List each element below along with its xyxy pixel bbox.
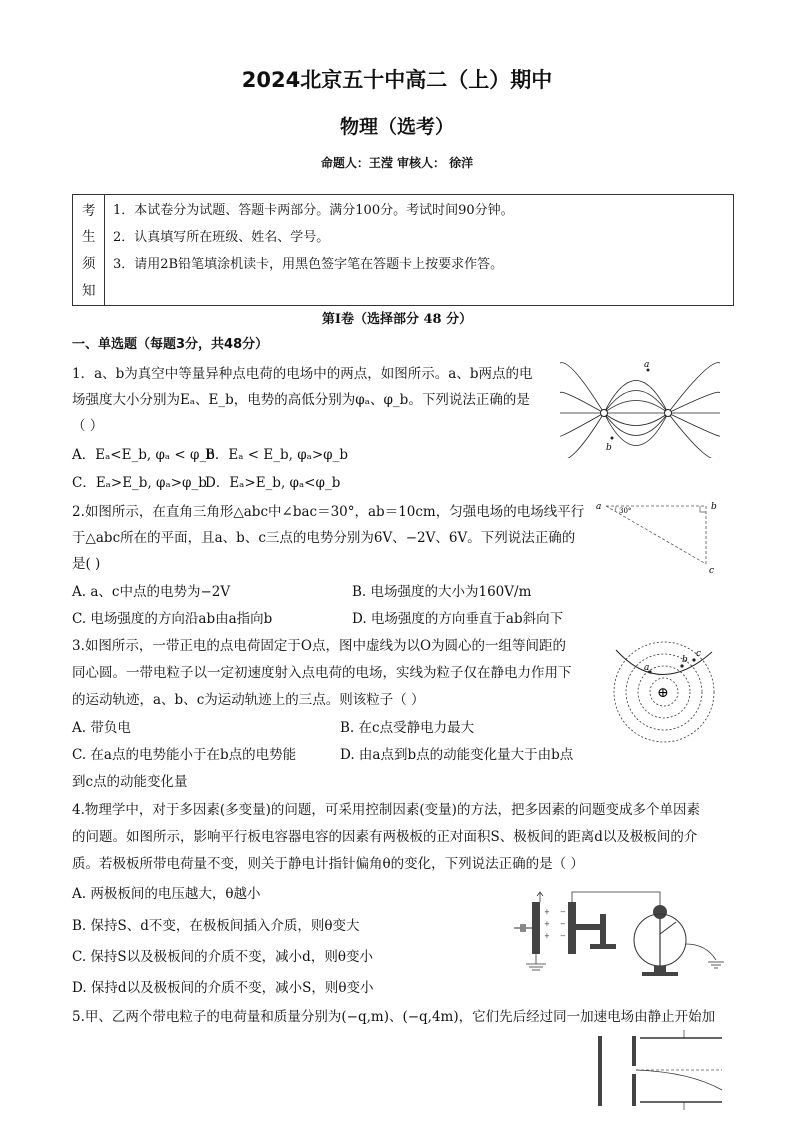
q2-option-a: A. a、c中点的电势为−2V (72, 584, 231, 600)
notice-item: 2．认真填写所在班级、姓名、学号。 (113, 230, 330, 245)
q1-option-d: D．Eₐ>E_b, φₐ<φ_b (205, 475, 341, 491)
section-heading: 一、单选题（每题3分，共48分） (72, 337, 269, 352)
q3-stem-line: 3.如图所示，一带正电的点电荷固定于O点，图中虚线为以O为圆心的一组等间距的 (72, 638, 567, 654)
q4-option-b: B. 保持S、d不变，在极板间插入介质，则θ变大 (72, 918, 360, 934)
q3-stem-line: 同心圆。一带电粒子以一定初速度射入点电荷的电场，实线为粒子仅在静电力作用下 (72, 665, 572, 681)
q4-option-c: C. 保持S以及极板间的介质不变，减小d，则θ变小 (72, 949, 373, 965)
q4-capacitor-electrometer-figure (510, 884, 732, 980)
q1-stem-line: 1．a、b为真空中等量异种点电荷的电场中的两点，如图所示。a、b两点的电 (72, 366, 533, 382)
q2-label-a: a (596, 502, 602, 512)
notice-item: 3．请用2B铅笔填涂机读卡，用黑色签字笔在答题卡上按要求作答。 (113, 257, 504, 272)
q1-option-a: A．Eₐ<E_b, φₐ < φ_b (72, 447, 215, 463)
q5-accelerator-deflector-figure (590, 1030, 730, 1110)
exam-notice-box (72, 194, 734, 306)
svg-text:+: + (544, 908, 550, 916)
exam-title: 2024北京五十中高二（上）期中 (241, 68, 553, 92)
q4-stem-line: 4.物理学中，对于多因素(多变量)的问题，可采用控制因素(变量)的方法，把多因素的问题变成多个单因素 (72, 802, 700, 818)
q3-label-b: b (682, 655, 688, 665)
q2-stem-line: 2.如图所示，在直角三角形△abc中∠bac＝30°，ab＝10cm，匀强电场的电场线平行 (72, 504, 585, 520)
q3-option-d-continuation: 到c点的动能变化量 (72, 774, 188, 790)
q1-option-c: C．Eₐ>E_b, φₐ>φ_b (72, 475, 207, 491)
q2-label-angle: 30° (619, 507, 632, 515)
svg-text:−: − (560, 908, 566, 916)
q1-stem-line: （ ） (72, 418, 104, 434)
q4-stem-line: 的问题。如图所示，影响平行板电容器电容的因素有两极板的正对面积S、极板间的距离d以及极板间的介 (72, 829, 698, 845)
q4-stem-line: 质。若极板所带电荷量不变，则关于静电计指针偏角θ的变化，下列说法正确的是（ ） (72, 856, 584, 872)
q3-option-c: C. 在a点的电势能小于在b点的电势能 (72, 747, 297, 763)
q4-option-a: A. 两极板间的电压越大，θ越小 (72, 886, 261, 902)
exam-authors: 命题人：王滢 审核人： 徐洋 (320, 156, 474, 170)
notice-heading (73, 195, 105, 305)
q5-stem-line: 5.甲、乙两个带电粒子的电荷量和质量分别为(−q,m)、(−q,4m)，它们先后经过同一加速电场由静止开始加 (72, 1009, 716, 1025)
q3-option-a: A. 带负电 (72, 720, 131, 736)
q1-label-a: a (644, 360, 650, 370)
q1-label-b: b (606, 443, 612, 453)
q1-option-b: B．Eₐ < E_b, φₐ>φ_b (205, 447, 349, 463)
notice-item: 1．本试卷分为试题、答题卡两部分。满分100分。考试时间90分钟。 (113, 203, 514, 218)
q2-triangle-figure (594, 498, 729, 576)
q3-label-a: a (644, 663, 650, 673)
q2-label-c: c (709, 566, 715, 576)
q1-stem-line: 场强度大小分别为Eₐ、E_b，电势的高低分别为φₐ、φ_b。下列说法正确的是 (72, 392, 530, 408)
q3-concentric-field-figure (608, 636, 720, 748)
part-title: 第Ⅰ卷（选择部分 48 分） (321, 312, 473, 327)
svg-text:+: + (544, 920, 550, 928)
q2-stem-line: 于△abc所在的平面，且a、b、c三点的电势分别为6V、−2V、6V。下列说法正确的 (72, 530, 576, 546)
q2-option-c: C. 电场强度的方向沿ab由a指向b (72, 611, 273, 627)
q2-stem-line: 是( ) (72, 556, 101, 572)
q3-label-c: c (696, 649, 702, 659)
notice-heading-char: 考 (82, 203, 96, 219)
notice-heading-char: 生 (82, 229, 96, 245)
q1-dipole-field-figure (560, 358, 720, 458)
notice-heading-char: 知 (82, 283, 96, 299)
svg-text:−: − (560, 932, 566, 940)
q4-option-d: D. 保持d以及极板间的介质不变，减小S，则θ变小 (72, 980, 374, 996)
q2-option-b: B. 电场强度的大小为160V/m (352, 584, 532, 600)
svg-text:−: − (560, 920, 566, 928)
q3-option-d: D. 由a点到b点的动能变化量大于由b点 (340, 747, 574, 763)
q3-stem-line: 的运动轨迹，a、b、c为运动轨迹上的三点。则该粒子（ ） (72, 692, 425, 708)
exam-subject: 物理（选考） (339, 116, 454, 138)
q2-label-b: b (711, 502, 717, 512)
q3-positive-charge-icon: ⊕ (657, 685, 669, 701)
svg-text:+: + (544, 932, 550, 940)
q3-option-b: B. 在c点受静电力最大 (340, 720, 475, 736)
q2-option-d: D. 电场强度的方向垂直于ab斜向下 (352, 611, 564, 627)
notice-heading-char: 须 (82, 256, 96, 272)
